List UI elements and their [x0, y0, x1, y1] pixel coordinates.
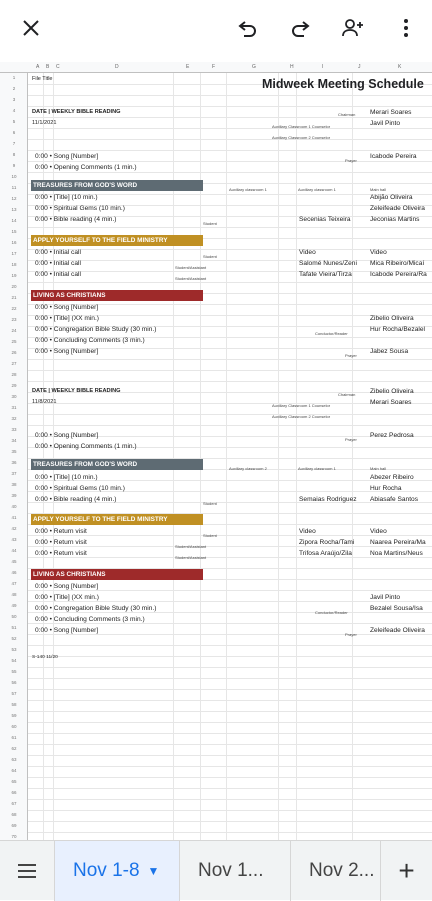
student-assistant-label: Student/Assistant	[175, 265, 207, 270]
row-number[interactable]: 35	[11, 449, 17, 454]
row-number[interactable]: 50	[11, 614, 17, 619]
gems-row[interactable]: 0:00 • Spiritual Gems (10 min.)	[35, 485, 125, 492]
prayer-name[interactable]: Perez Pedrosa	[370, 432, 414, 439]
row-number[interactable]: 7	[12, 141, 16, 146]
more-vert-icon	[394, 16, 418, 40]
student-assistant-label: Student/Assistant	[175, 276, 207, 281]
ministry-aux[interactable]: Zipora Rocha/Tami	[299, 539, 355, 546]
row-divider	[28, 656, 432, 657]
tab-nov-1-8[interactable]	[54, 841, 179, 901]
chairman-name[interactable]: Merari Soares	[370, 109, 412, 116]
row-divider	[28, 711, 432, 712]
col-header[interactable]: A	[36, 64, 40, 70]
prayer-label: Prayer	[345, 632, 357, 637]
row-number[interactable]: 51	[11, 625, 17, 630]
student-label: Student	[203, 501, 217, 506]
row-number[interactable]: 8	[12, 152, 16, 157]
column-headers	[0, 62, 432, 73]
reader-aux[interactable]: Secenias Teixeira	[299, 216, 351, 223]
column-divider	[226, 73, 227, 840]
row-number[interactable]: 28	[11, 372, 17, 377]
bible-study-assignee[interactable]: Bezalel Sousa/Isa	[370, 605, 423, 612]
ministry-main[interactable]: Noa Martins/Neus	[370, 550, 423, 557]
treasures-header[interactable]: TREASURES FROM GOD'S WORD	[31, 459, 203, 470]
apply-header[interactable]: APPLY YOURSELF TO THE FIELD MINISTRY	[31, 514, 203, 525]
col-header[interactable]: B	[46, 64, 50, 70]
bible-study-row[interactable]: 0:00 • Congregation Bible Study (30 min.)	[35, 605, 157, 612]
song-row[interactable]: 0:00 • Song [Number]	[35, 583, 99, 590]
song-row[interactable]: 0:00 • Song [Number]	[35, 627, 99, 634]
row-number[interactable]: 5	[12, 119, 16, 124]
prayer-name[interactable]: Zeleifeade Oliveira	[370, 627, 425, 634]
row-divider	[28, 139, 432, 140]
col-header[interactable]: G	[252, 64, 256, 70]
ministry-aux[interactable]: Video	[299, 528, 316, 535]
chairman-label: Chairman	[338, 392, 356, 397]
bible-study-row[interactable]: 0:00 • Congregation Bible Study (30 min.)	[35, 326, 157, 333]
menu-icon	[17, 863, 37, 879]
ministry-aux[interactable]: Tafate Vieira/Tirza	[299, 271, 352, 278]
row-number[interactable]: 32	[11, 416, 17, 421]
row-number[interactable]: 63	[11, 757, 17, 762]
treasures-header[interactable]: TREASURES FROM GOD'S WORD	[31, 180, 203, 191]
ministry-aux[interactable]: Salomé Nunes/Zeni	[299, 260, 357, 267]
song-row[interactable]: 0:00 • Song [Number]	[35, 432, 99, 439]
dropdown-caret-icon[interactable]: ▼	[147, 864, 160, 878]
student-assistant-label: Student/Assistant	[175, 544, 207, 549]
row-divider	[28, 678, 432, 679]
ministry-aux[interactable]: Trifosa Araújo/Zila	[299, 550, 352, 557]
conductor-reader-label: Conductor/Reader	[315, 610, 348, 615]
chairman-name[interactable]: Zibelio Oliveira	[370, 388, 414, 395]
column-divider	[278, 73, 279, 840]
bible-study-assignee[interactable]: Hur Rocha/Bezalel	[370, 326, 425, 333]
row-divider	[28, 777, 432, 778]
ministry-main[interactable]: Video	[370, 249, 387, 256]
tab-label: Nov 1-8	[73, 860, 140, 881]
row-number[interactable]: 30	[11, 394, 17, 399]
row-divider	[28, 381, 432, 382]
row-number[interactable]: 15	[11, 229, 17, 234]
col-header[interactable]: J	[358, 64, 361, 70]
row-divider	[28, 766, 432, 767]
row-number[interactable]: 59	[11, 713, 17, 718]
row-number[interactable]: 53	[11, 647, 17, 652]
row-number[interactable]: 38	[11, 482, 17, 487]
row-divider	[28, 645, 432, 646]
row-divider	[28, 95, 432, 96]
talk-assignee[interactable]: Abijão Oliveira	[370, 194, 413, 201]
week-date[interactable]: 11/8/2021	[32, 399, 57, 405]
row-divider	[28, 425, 432, 426]
week-date[interactable]: 11/1/2021	[32, 120, 57, 126]
row-number[interactable]: 44	[11, 548, 17, 553]
row-number[interactable]: 16	[11, 240, 17, 245]
main-hall-label: Main hall	[370, 466, 387, 471]
close-icon	[19, 16, 43, 40]
row-number[interactable]: 23	[11, 317, 17, 322]
row-divider	[28, 832, 432, 833]
row-number[interactable]: 21	[11, 295, 17, 300]
talk-row[interactable]: 0:00 • [Title] (10 min.)	[35, 194, 98, 201]
row-number[interactable]: 2	[12, 86, 16, 91]
row-number[interactable]: 31	[11, 405, 17, 410]
apply-header[interactable]: APPLY YOURSELF TO THE FIELD MINISTRY	[31, 235, 203, 246]
row-number[interactable]: 45	[11, 559, 17, 564]
row-number[interactable]: 55	[11, 669, 17, 674]
ministry-row[interactable]: 0:00 • Initial call	[35, 260, 81, 267]
col-header[interactable]: K	[398, 64, 402, 70]
more-options-button[interactable]	[388, 10, 424, 46]
aux-classroom-label: Auxiliary classroom 2	[229, 466, 267, 471]
aux1-label: Auxiliary Classroom 1 Counselor	[272, 124, 331, 129]
col-header[interactable]: D	[115, 64, 119, 70]
ministry-main[interactable]: Video	[370, 528, 387, 535]
ministry-main[interactable]: Icabode Pereira/Ra	[370, 271, 427, 278]
opening-row[interactable]: 0:00 • Opening Comments (1 min.)	[35, 443, 137, 450]
row-divider	[28, 744, 432, 745]
ministry-row[interactable]: 0:00 • Initial call	[35, 249, 81, 256]
col-header[interactable]: C	[56, 64, 60, 70]
row-number[interactable]: 22	[11, 306, 17, 311]
living-header[interactable]: LIVING AS CHRISTIANS	[31, 569, 203, 580]
row-number[interactable]: 4	[12, 108, 16, 113]
row-number[interactable]: 6	[12, 130, 16, 135]
tab-label: Nov 1...	[198, 860, 264, 881]
row-number[interactable]: 3	[12, 97, 16, 102]
undo-button[interactable]	[230, 10, 266, 46]
student-label: Student	[203, 533, 217, 538]
row-divider	[28, 799, 432, 800]
row-number[interactable]: 13	[11, 207, 17, 212]
row-number[interactable]: 54	[11, 658, 17, 663]
aux2-label: Auxiliary Classroom 2 Counselor	[272, 414, 331, 419]
ministry-main[interactable]: Mica Ribeiro/Micaí	[370, 260, 425, 267]
prayer-label: Prayer	[345, 353, 357, 358]
concluding-row[interactable]: 0:00 • Concluding Comments (3 min.)	[35, 337, 145, 344]
plus-icon: +	[398, 855, 415, 886]
row-divider	[28, 359, 432, 360]
living-header[interactable]: LIVING AS CHRISTIANS	[31, 290, 203, 301]
ministry-row[interactable]: 0:00 • Initial call	[35, 271, 81, 278]
row-number[interactable]: 64	[11, 768, 17, 773]
conductor-reader-label: Conductor/Reader	[315, 331, 348, 336]
close-button[interactable]	[13, 10, 49, 46]
row-number[interactable]: 18	[11, 262, 17, 267]
sheet-title[interactable]: Midweek Meeting Schedule	[262, 77, 424, 91]
row-number[interactable]: 41	[11, 515, 17, 520]
row-number[interactable]: 66	[11, 790, 17, 795]
ministry-row[interactable]: 0:00 • Return visit	[35, 528, 87, 535]
aux1-name[interactable]: Merari Soares	[370, 399, 412, 406]
reader-main[interactable]: Abiasafe Santos	[370, 496, 419, 503]
row-divider	[28, 414, 432, 415]
song-row[interactable]: 0:00 • Song [Number]	[35, 304, 99, 311]
aux1-name[interactable]: Javil Pinto	[370, 120, 401, 127]
row-divider	[28, 810, 432, 811]
tab-nov-1[interactable]	[179, 841, 290, 901]
living-part-row[interactable]: 0:00 • [Title] (XX min.)	[35, 594, 99, 601]
row-number[interactable]: 46	[11, 570, 17, 575]
prayer-label: Prayer	[345, 437, 357, 442]
row-number[interactable]: 61	[11, 735, 17, 740]
ministry-row[interactable]: 0:00 • Return visit	[35, 550, 87, 557]
row-divider	[28, 282, 432, 283]
row-number[interactable]: 52	[11, 636, 17, 641]
row-number[interactable]: 33	[11, 427, 17, 432]
row-divider	[28, 722, 432, 723]
bible-reading-row[interactable]: 0:00 • Bible reading (4 min.)	[35, 216, 117, 223]
row-number[interactable]: 47	[11, 581, 17, 586]
row-number[interactable]: 11	[11, 185, 17, 190]
reader-main[interactable]: Jeconias Martins	[370, 216, 420, 223]
prayer-label: Prayer	[345, 158, 357, 163]
row-number[interactable]: 49	[11, 603, 17, 608]
living-part-assignee[interactable]: Zibelio Oliveira	[370, 315, 414, 322]
opening-row[interactable]: 0:00 • Opening Comments (1 min.)	[35, 164, 137, 171]
row-divider	[28, 227, 432, 228]
row-divider	[28, 788, 432, 789]
spreadsheet-grid[interactable]	[0, 62, 432, 840]
gems-assignee[interactable]: Zeleifeade Oliveira	[370, 205, 425, 212]
footer-note: S-140 11/20	[32, 655, 58, 660]
row-divider	[28, 370, 432, 371]
row-number[interactable]: 62	[11, 746, 17, 751]
aux2-label: Auxiliary Classroom 2 Counselor	[272, 135, 331, 140]
living-part-row[interactable]: 0:00 • [Title] (XX min.)	[35, 315, 99, 322]
chairman-label: Chairman	[338, 112, 356, 117]
row-number[interactable]: 1	[12, 75, 16, 80]
prayer-name[interactable]: Jabez Sousa	[370, 348, 409, 355]
aux-classroom-label: Auxiliary classroom 1	[229, 187, 267, 192]
col-header[interactable]: I	[322, 64, 324, 70]
gems-assignee[interactable]: Hur Rocha	[370, 485, 402, 492]
row-number[interactable]: 42	[11, 526, 17, 531]
row-number[interactable]: 9	[12, 163, 16, 168]
row-number[interactable]: 48	[11, 592, 17, 597]
row-number[interactable]: 17	[11, 251, 17, 256]
row-divider	[28, 700, 432, 701]
add-sheet-button[interactable]	[380, 841, 432, 901]
gems-row[interactable]: 0:00 • Spiritual Gems (10 min.)	[35, 205, 125, 212]
song-row[interactable]: 0:00 • Song [Number]	[35, 153, 99, 160]
ministry-main[interactable]: Naarea Pereira/Ma	[370, 539, 426, 546]
talk-assignee[interactable]: Abezer Ribeiro	[370, 474, 414, 481]
row-number[interactable]: 58	[11, 702, 17, 707]
row-divider	[28, 821, 432, 822]
row-number[interactable]: 29	[11, 383, 17, 388]
tab-label: Nov 2...	[309, 860, 375, 881]
undo-icon	[236, 16, 260, 40]
row-number[interactable]: 69	[11, 823, 17, 828]
row-number[interactable]: 67	[11, 801, 17, 806]
row-number[interactable]: 12	[11, 196, 17, 201]
file-title[interactable]: File Title	[32, 76, 53, 82]
col-header[interactable]: E	[186, 64, 190, 70]
row-headers	[0, 73, 28, 840]
song-row[interactable]: 0:00 • Song [Number]	[35, 348, 99, 355]
row-number[interactable]: 43	[11, 537, 17, 542]
row-number[interactable]: 60	[11, 724, 17, 729]
row-number[interactable]: 25	[11, 339, 17, 344]
student-label: Student	[203, 254, 217, 259]
row-number[interactable]: 20	[11, 284, 17, 289]
bible-reading-row[interactable]: 0:00 • Bible reading (4 min.)	[35, 496, 117, 503]
row-divider	[28, 733, 432, 734]
aux1-label: Auxiliary Classroom 1 Counselor	[272, 403, 331, 408]
row-number[interactable]: 68	[11, 812, 17, 817]
row-number[interactable]: 56	[11, 680, 17, 685]
col-header[interactable]: F	[212, 64, 216, 70]
top-toolbar	[0, 0, 432, 56]
date-header[interactable]: DATE | WEEKLY BIBLE READING	[32, 109, 121, 115]
prayer-name[interactable]: Icabode Pereira	[370, 153, 417, 160]
row-number[interactable]: 14	[11, 218, 17, 223]
talk-row[interactable]: 0:00 • [Title] (10 min.)	[35, 474, 98, 481]
redo-icon	[288, 16, 312, 40]
row-number[interactable]: 36	[11, 460, 17, 465]
col-header[interactable]: H	[290, 64, 294, 70]
ministry-aux[interactable]: Video	[299, 249, 316, 256]
row-divider	[28, 755, 432, 756]
date-header[interactable]: DATE | WEEKLY BIBLE READING	[32, 388, 121, 394]
main-hall-label: Main hall	[370, 187, 387, 192]
row-number[interactable]: 39	[11, 493, 17, 498]
add-person-icon	[341, 16, 365, 40]
row-divider	[28, 689, 432, 690]
ministry-row[interactable]: 0:00 • Return visit	[35, 539, 87, 546]
concluding-row[interactable]: 0:00 • Concluding Comments (3 min.)	[35, 616, 145, 623]
living-part-assignee[interactable]: Javil Pinto	[370, 594, 401, 601]
column-divider	[296, 73, 297, 840]
reader-aux[interactable]: Semaias Rodriguez	[299, 496, 357, 503]
row-number[interactable]: 65	[11, 779, 17, 784]
sheet-tabs-bar	[0, 840, 432, 900]
row-number[interactable]: 24	[11, 328, 17, 333]
student-assistant-label: Student/Assistant	[175, 555, 207, 560]
share-button[interactable]	[335, 10, 371, 46]
aux-classroom-label: Auxiliary classroom 1	[298, 187, 336, 192]
row-number[interactable]: 57	[11, 691, 17, 696]
row-divider	[28, 667, 432, 668]
row-number[interactable]: 40	[11, 504, 17, 509]
column-divider	[352, 73, 353, 840]
tab-nov-2[interactable]	[290, 841, 380, 901]
row-number[interactable]: 37	[11, 471, 17, 476]
row-number[interactable]: 34	[11, 438, 17, 443]
row-number[interactable]: 19	[11, 273, 17, 278]
row-number[interactable]: 70	[11, 834, 17, 839]
row-number[interactable]: 10	[11, 174, 17, 179]
redo-button[interactable]	[282, 10, 318, 46]
aux-classroom-label: Auxiliary classroom 1	[298, 466, 336, 471]
student-label: Student	[203, 221, 217, 226]
row-number[interactable]: 27	[11, 361, 17, 366]
row-number[interactable]: 26	[11, 350, 17, 355]
all-sheets-button[interactable]	[0, 841, 54, 901]
